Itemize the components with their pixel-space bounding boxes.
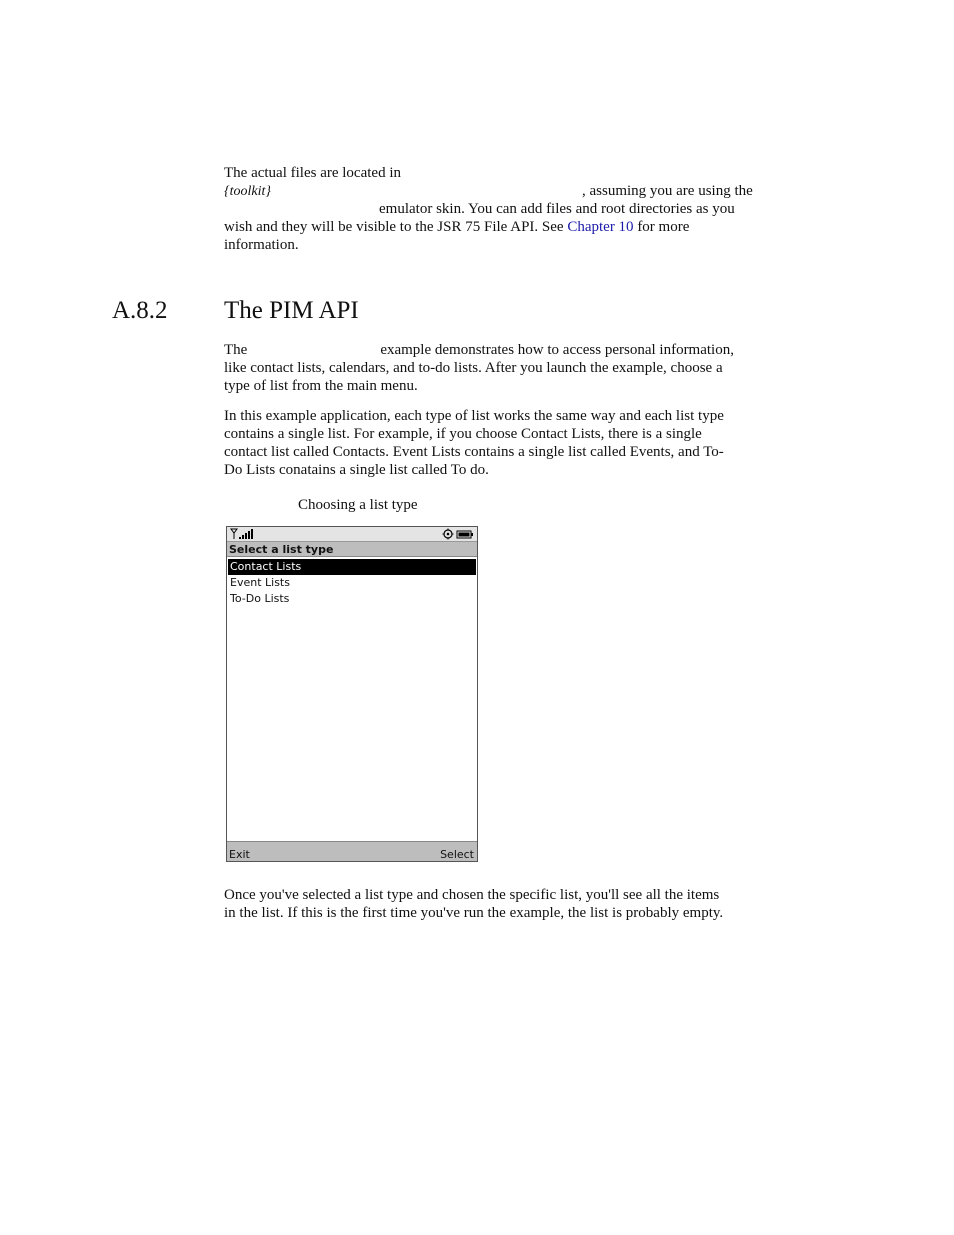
status-bar	[227, 527, 477, 542]
list-item-contact-lists[interactable]: Contact Lists	[228, 559, 476, 575]
pim-line-2: like contact lists, calendars, and to-do lists. After you launch the example, choose a	[224, 360, 723, 376]
intro-line-1: The actual files are located in	[224, 165, 401, 181]
signal-strength-icon	[230, 528, 256, 540]
list-types-line-4: Do Lists conatains a single list called To do.	[224, 462, 489, 478]
list-type-menu	[227, 559, 477, 607]
toolkit-variable: {toolkit}	[224, 184, 271, 199]
battery-icon	[457, 531, 473, 538]
list-types-line-2: contains a single list. For example, if you choose Contact Lists, there is a single	[224, 426, 702, 442]
section-title: The PIM API	[224, 297, 359, 324]
status-icons	[442, 528, 474, 540]
list-item-event-lists[interactable]: Event Lists	[230, 576, 290, 589]
screen-title: Select a list type	[227, 542, 477, 557]
pim-line-3: type of list from the main menu.	[224, 378, 418, 394]
list-items-paragraph	[224, 886, 789, 922]
intro-line-5: information.	[224, 237, 299, 253]
exit-soft-key[interactable]: Exit	[229, 848, 250, 861]
intro-paragraph	[224, 164, 789, 254]
intro-line-3: emulator skin. You can add files and root directories as you	[379, 201, 735, 217]
list-types-line-1: In this example application, each type of list works the same way and each list type	[224, 408, 724, 424]
list-items-line-1: Once you've selected a list type and chosen the specific list, you'll see all the items	[224, 887, 720, 903]
list-item-todo-lists[interactable]: To-Do Lists	[230, 592, 290, 605]
pim-line-1: The example demonstrates how to access personal information,	[224, 342, 734, 358]
list-types-paragraph	[224, 407, 789, 479]
section-number: A.8.2	[112, 297, 168, 324]
emulator-screen	[226, 526, 478, 862]
figure-caption: Choosing a list type	[298, 497, 418, 513]
soft-key-bar	[227, 841, 477, 861]
settings-gear-icon	[443, 529, 454, 540]
chapter-10-link[interactable]: Chapter 10	[567, 219, 634, 235]
pim-intro-paragraph	[224, 341, 789, 395]
list-types-line-3: contact list called Contacts. Event Lists contains a single list called Events, and To-	[224, 444, 724, 460]
intro-line-4: wish and they will be visible to the JSR 75 File API. See Chapter 10 for more	[224, 219, 690, 235]
intro-line-2: {toolkit} , assuming you are using the	[224, 183, 753, 199]
select-soft-key[interactable]: Select	[440, 848, 474, 861]
list-items-line-2: in the list. If this is the first time you've run the example, the list is probably empty.	[224, 905, 724, 921]
